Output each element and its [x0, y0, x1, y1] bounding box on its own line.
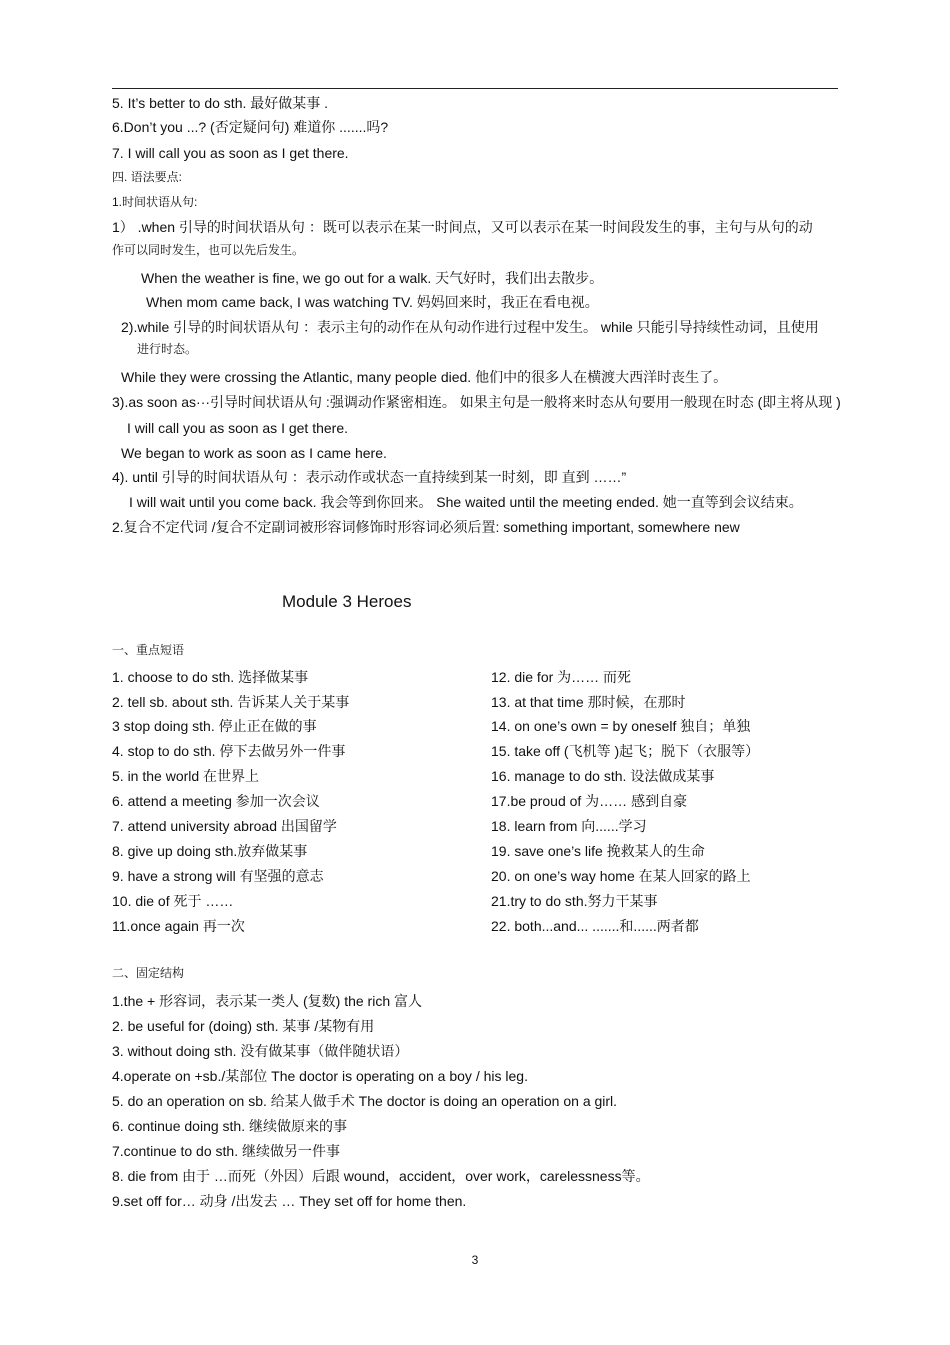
structure-item: 4.operate on +sb./某部位 The doctor is operating on a boy / his leg. [112, 1068, 528, 1084]
phrase-item: 14. on one’s own = by oneself 独自；单独 [491, 718, 751, 734]
structure-item: 9.set off for… 动身 /出发去 … They set off for home then. [112, 1193, 467, 1209]
when-rule-line2: 作可以同时发生，也可以先后发生。 [112, 243, 305, 257]
phrase-item: 17.be proud of 为…… 感到自豪 [491, 793, 688, 809]
module-title: Module 3 Heroes [282, 592, 412, 611]
while-rule-line1: 2).while 引导的时间状语从句 ：表示主句的动作在从句动作进行过程中发生。 while 只能引导持续性动词，且使用 [121, 319, 819, 335]
phrases-title: 一、重点短语 [112, 643, 185, 657]
phrase-item: 18. learn from 向......学习 [491, 818, 647, 834]
structure-item: 2. be useful for (doing) sth. 某事 /某物有用 [112, 1018, 375, 1034]
phrase-item: 8. give up doing sth.放弃做某事 [112, 843, 308, 859]
structure-item: 6. continue doing sth. 继续做原来的事 [112, 1118, 347, 1134]
when-example-1: When the weather is fine, we go out for a walk. 天气好时，我们出去散步。 [141, 270, 604, 286]
phrase-item: 15. take off (飞机等 )起飞；脱下（衣服等） [491, 743, 760, 759]
top-rule [112, 88, 838, 89]
grammar-section-title: 四. 语法要点: [112, 170, 183, 184]
structure-item: 8. die from 由于 …而死（外因）后跟 wound，accident，over work，carelessness等。 [112, 1168, 650, 1184]
page-number: 3 [471, 1253, 479, 1267]
structure-item: 5. do an operation on sb. 给某人做手术 The doctor is doing an operation on a girl. [112, 1093, 618, 1109]
phrase-item: 1. choose to do sth. 选择做某事 [112, 669, 309, 685]
phrase-item: 13. at that time 那时候，在那时 [491, 694, 686, 710]
phrase-item: 9. have a strong will 有坚强的意志 [112, 868, 324, 884]
when-example-2: When mom came back, I was watching TV. 妈妈回来时，我正在看电视。 [146, 294, 599, 310]
phrase-item: 20. on one’s way home 在某人回家的路上 [491, 868, 751, 884]
phrase-item: 6. attend a meeting 参加一次会议 [112, 793, 320, 809]
phrase-item: 2. tell sb. about sth. 告诉某人关于某事 [112, 694, 350, 710]
structure-item: 1.the + 形容词，表示某一类人 (复数) the rich 富人 [112, 993, 422, 1009]
as-soon-as-example-2: We began to work as soon as I came here. [121, 445, 387, 461]
until-rule: 4). until 引导的时间状语从句 ：表示动作或状态一直持续到某一时刻，即 直到 ……” [112, 469, 627, 485]
when-rule-line1: 1） .when 引导的时间状语从句 ：既可以表示在某一时间点，又可以表示在某一时间段发生的事，主句与从句的动 [112, 219, 813, 235]
phrase-item: 21.try to do sth.努力干某事 [491, 893, 658, 909]
structure-item: 7.continue to do sth. 继续做另一件事 [112, 1143, 340, 1159]
phrase-item: 4. stop to do sth. 停下去做另外一件事 [112, 743, 346, 759]
phrase-item: 10. die of 死于 …… [112, 893, 234, 909]
phrase-item: 3 stop doing sth. 停止正在做的事 [112, 718, 317, 734]
phrase-item: 5. in the world 在世界上 [112, 768, 260, 784]
as-soon-as-rule: 3).as soon as···引导时间状语从句 :强调动作紧密相连。 如果主句是一般将来时态从句要用一般现在时态 (即主将从现 ) [112, 394, 841, 410]
as-soon-as-example-1: I will call you as soon as I get there. [127, 420, 348, 436]
until-example: I will wait until you come back. 我会等到你回来。 She waited until the meeting ended. 她一直等到会议结束。 [129, 494, 803, 510]
structure-item: 3. without doing sth. 没有做某事（做伴随状语） [112, 1043, 409, 1059]
while-rule-line2: 进行时态。 [137, 342, 198, 356]
while-example: While they were crossing the Atlantic, many people died. 他们中的很多人在横渡大西洋时丧生了。 [121, 369, 728, 385]
phrase-item: 16. manage to do sth. 设法做成某事 [491, 768, 715, 784]
compound-pronoun-rule: 2.复合不定代词 /复合不定副词被形容词修饰时形容词必须后置: something important, somewhere new [112, 519, 740, 535]
note-line-5: 5. It’s better to do sth. 最好做某事 . [112, 95, 329, 111]
structures-title: 二、固定结构 [112, 966, 185, 980]
phrase-item: 19. save one’s life 挽救某人的生命 [491, 843, 705, 859]
note-line-7: 7. I will call you as soon as I get there. [112, 145, 349, 161]
phrase-item: 12. die for 为…… 而死 [491, 669, 632, 685]
phrase-item: 7. attend university abroad 出国留学 [112, 818, 337, 834]
phrase-item: 11.once again 再一次 [112, 918, 245, 934]
phrase-item: 22. both...and... .......和......两者都 [491, 918, 699, 934]
adverbial-clause-title: 1.时间状语从句: [112, 195, 198, 209]
note-line-6: 6.Don’t you ...? (否定疑问句) 难道你 .......吗? [112, 119, 389, 135]
